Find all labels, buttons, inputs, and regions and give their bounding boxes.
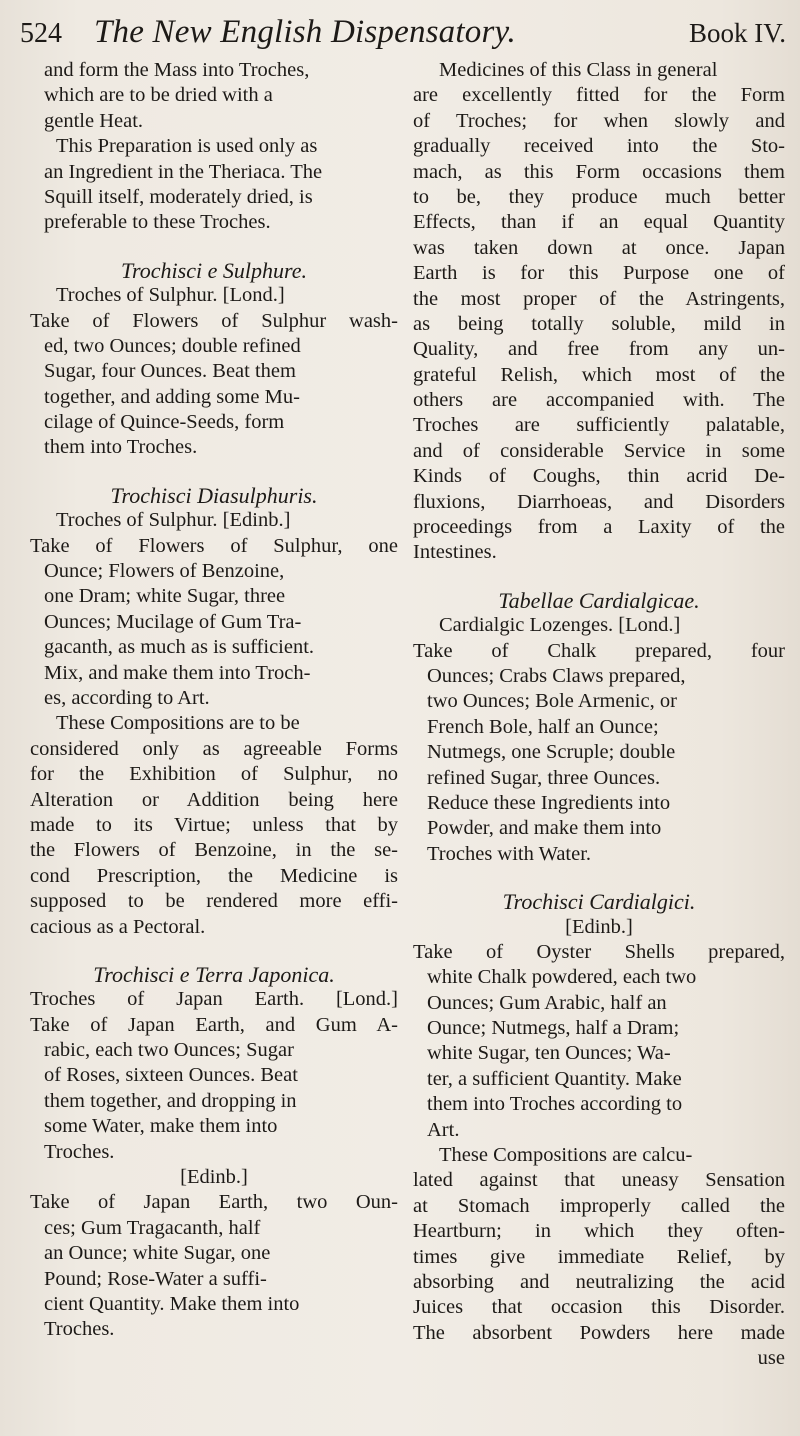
text-line: ed, two Ounces; double refined <box>44 334 301 357</box>
text-line: and of considerable Service in some <box>413 439 785 462</box>
text-line: Nutmegs, one Scruple; double <box>427 741 676 764</box>
text-line: times give immediate Relief, by <box>413 1245 785 1268</box>
text-line: rabic, each two Ounces; Sugar <box>44 1039 294 1062</box>
text-line: others are accompanied with. The <box>413 389 785 412</box>
text-line: Ounces; Mucilage of Gum Tra- <box>44 610 302 633</box>
text-line: an Ounce; white Sugar, one <box>44 1242 271 1265</box>
text-line: Take of Oyster Shells prepared, <box>413 940 785 963</box>
text-line: to be, they produce much better <box>413 185 785 208</box>
text-line: considered only as agreeable Forms <box>30 737 398 760</box>
text-line: Powder, and make them into <box>427 817 662 840</box>
text-line: ces; Gum Tragacanth, half <box>44 1216 261 1239</box>
text-line: fluxions, Diarrhoeas, and Disorders <box>413 490 785 513</box>
text-line: together, and adding some Mu- <box>44 385 300 408</box>
text-line: gradually received into the Sto- <box>413 135 785 158</box>
text-line: supposed to be rendered more effi- <box>30 890 398 913</box>
text-line: Troches with Water. <box>427 842 592 865</box>
text-line: use <box>757 1347 785 1370</box>
left-column <box>30 58 398 1343</box>
text-line: Juices that occasion this Disorder. <box>413 1296 785 1319</box>
text-line: made to its Virtue; unless that by <box>30 813 398 836</box>
text-line: Earth is for this Purpose one of <box>413 262 785 285</box>
text-line: them into Troches. <box>44 436 198 459</box>
text-line: Sugar, four Ounces. Beat them <box>44 360 296 383</box>
text-line: Take of Japan Earth, two Oun- <box>30 1191 398 1214</box>
text-line: cient Quantity. Make them into <box>44 1292 300 1315</box>
text-line: Art. <box>427 1118 460 1141</box>
text-line: Pound; Rose-Water a suffi- <box>44 1267 267 1290</box>
section-heading: Trochisci Cardialgici. <box>502 889 696 915</box>
running-title: The New English Dispensatory. <box>94 14 516 50</box>
book-label: Book IV. <box>688 18 786 48</box>
text-line: them into Troches according to <box>427 1093 683 1116</box>
text-line: Intestines. <box>413 541 497 564</box>
page-header <box>20 14 786 54</box>
text-line: the Flowers of Benzoine, in the se- <box>30 839 398 862</box>
text-line: gacanth, as much as is sufficient. <box>44 636 315 659</box>
text-line: some Water, make them into <box>44 1115 278 1138</box>
section-heading: Trochisci e Terra Japonica. <box>93 961 335 987</box>
section-gap <box>30 940 398 962</box>
text-line: Squill itself, moderately dried, is <box>44 185 313 208</box>
text-line: cacious as a Pectoral. <box>30 915 206 938</box>
text-line: Quality, and free from any un- <box>413 338 785 361</box>
text-line: grateful Relish, which most of the <box>413 363 785 386</box>
text-line: was taken down at once. Japan <box>413 236 785 259</box>
text-line: them together, and dropping in <box>44 1089 297 1112</box>
text-line: Ounce; Nutmegs, half a Dram; <box>427 1017 680 1040</box>
text-line: which are to be dried with a <box>44 84 273 107</box>
text-line: Ounces; Gum Arabic, half an <box>427 991 667 1014</box>
text-line: proceedings from a Laxity of the <box>413 516 785 539</box>
section-gap <box>30 236 398 258</box>
text-line: Take of Chalk prepared, four <box>413 639 785 662</box>
text-line: This Preparation is used only as <box>56 135 318 158</box>
text-line: of Roses, sixteen Ounces. Beat <box>44 1064 298 1087</box>
text-line: Ounce; Flowers of Benzoine, <box>44 560 285 583</box>
page-number: 524 <box>20 18 62 49</box>
text-line: white Sugar, ten Ounces; Wa- <box>427 1042 671 1065</box>
text-line: Ounces; Crabs Claws prepared, <box>427 664 686 687</box>
text-line: Troches of Japan Earth. [Lond.] <box>30 988 398 1011</box>
text-line: cilage of Quince-Seeds, form <box>44 411 285 434</box>
text-line: at Stomach improperly called the <box>413 1194 785 1217</box>
text-line: one Dram; white Sugar, three <box>44 585 286 608</box>
text-line: of Troches; for when slowly and <box>413 109 785 132</box>
text-line: Take of Flowers of Sulphur, one <box>30 534 398 557</box>
text-line: These Compositions are calcu- <box>439 1144 693 1167</box>
text-line: [Edinb.] <box>180 1166 248 1189</box>
text-line: white Chalk powdered, each two <box>427 966 697 989</box>
text-line: Take of Flowers of Sulphur wash- <box>30 309 398 332</box>
text-line: and form the Mass into Troches, <box>44 59 310 81</box>
section-heading: Tabellae Cardialgicae. <box>498 587 700 613</box>
text-line: These Compositions are to be <box>56 712 300 735</box>
text-line: Medicines of this Class in general <box>439 59 718 81</box>
text-line: The absorbent Powders here made <box>413 1321 785 1344</box>
text-line: [Edinb.] <box>565 915 633 938</box>
text-line: Troches of Sulphur. [Edinb.] <box>56 509 291 532</box>
text-line: mach, as this Form occasions them <box>413 160 785 183</box>
section-gap <box>413 867 785 889</box>
text-line: for the Exhibition of Sulphur, no <box>30 763 398 786</box>
text-line: two Ounces; Bole Armenic, or <box>427 690 677 713</box>
text-line: an Ingredient in the Theriaca. The <box>44 160 323 183</box>
text-line: the most proper of the Astringents, <box>413 287 785 310</box>
text-line: refined Sugar, three Ounces. <box>427 766 661 789</box>
text-line: ter, a sufficient Quantity. Make <box>427 1067 682 1090</box>
text-line: cond Prescription, the Medicine is <box>30 864 398 887</box>
text-line: Kinds of Coughs, thin acrid De- <box>413 465 785 488</box>
text-line: Troches of Sulphur. [Lond.] <box>56 284 285 307</box>
text-line: Reduce these Ingredients into <box>427 791 671 814</box>
text-line: as being totally soluble, mild in <box>413 312 785 335</box>
text-line: gentle Heat. <box>44 109 144 132</box>
text-line: Troches. <box>44 1140 115 1163</box>
text-line: preferable to these Troches. <box>44 211 271 234</box>
text-line: French Bole, half an Ounce; <box>427 715 659 738</box>
text-line: Cardialgic Lozenges. [Lond.] <box>439 614 681 637</box>
text-line: Troches are sufficiently palatable, <box>413 414 785 437</box>
section-gap <box>413 566 785 588</box>
section-gap <box>30 461 398 483</box>
section-heading: Trochisci Diasulphuris. <box>110 482 318 508</box>
text-line: Effects, than if an equal Quantity <box>413 211 785 234</box>
text-line: Mix, and make them into Troch- <box>44 661 311 684</box>
text-line: lated against that uneasy Sensation <box>413 1169 785 1192</box>
text-line: are excellently fitted for the Form <box>413 84 785 107</box>
section-heading: Trochisci e Sulphure. <box>121 257 307 283</box>
text-line: Troches. <box>44 1318 115 1341</box>
text-line: Alteration or Addition being here <box>30 788 398 811</box>
text-line: Take of Japan Earth, and Gum A- <box>30 1013 398 1036</box>
right-column <box>413 58 785 1372</box>
text-line: Heartburn; in which they often- <box>413 1220 785 1243</box>
text-line: es, according to Art. <box>44 686 210 709</box>
text-line: absorbing and neutralizing the acid <box>413 1270 785 1293</box>
